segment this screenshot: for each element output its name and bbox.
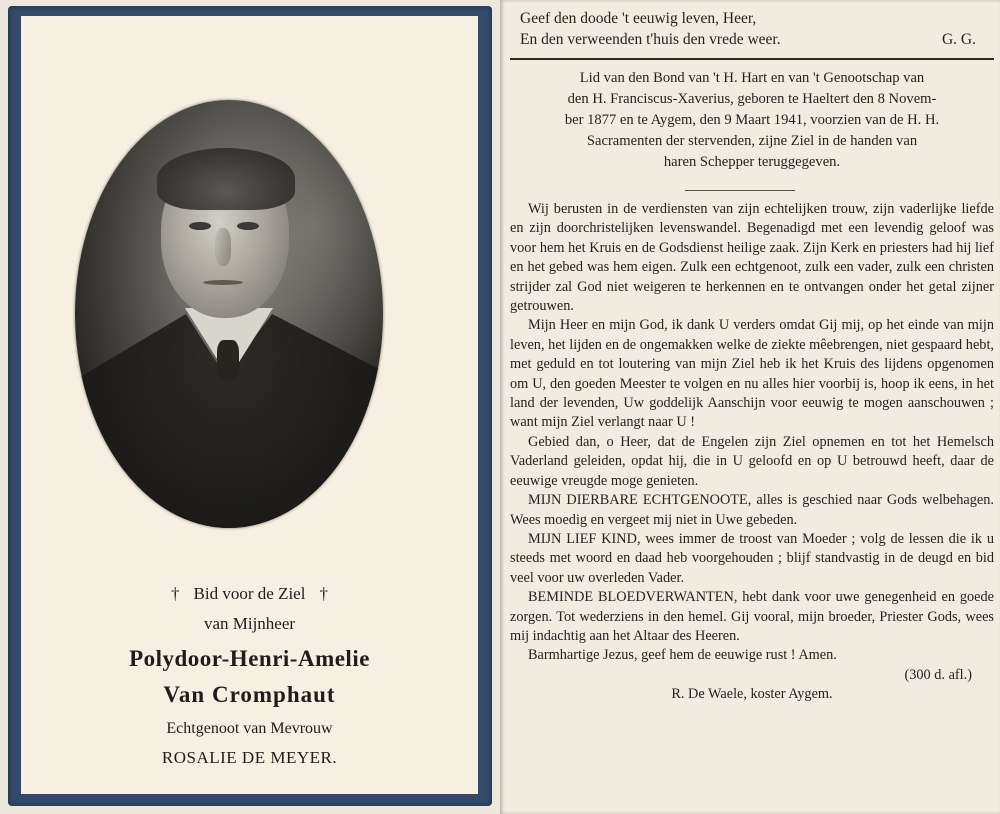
intro-line: haren Schepper teruggegeven.	[663, 154, 841, 170]
paragraph: Mijn Heer en mijn God, ik dank U verders omdat Gij mij, op het einde van mijn leven, het lijden en de ongemakken welke de ziekte mêebrengen, niet gespaard hebt, met geduld en tot loutering van mijn Ziel heb ik het Kruis des lijdens opgenomen om U, den goeden Meester te volgen en nu alles hier voorbij is, hoop ik eens, in het land der levenden, Uw goddelijk Aanschijn voor eeuwig te mogen aanschouwen ; want mijn Ziel verlangt naar U !	[510, 317, 994, 431]
intro-line: den H. Franciscus-Xaverius, geboren te Haeltert den 8 Novem-	[567, 91, 937, 107]
prayer-request-line	[21, 584, 478, 604]
verse-block	[520, 8, 990, 50]
paragraph: Wij berusten in de verdiensten van zijn echtelijken trouw, zijn vaderlijke liefde en zijn doorchristelijken levenswandel. Begenadigd met een levendig geloof was voor hem het Kruis en de Godsdienst heilige zaak. Zijn Kerk en priesters had hij lief en het gebed was hem eigen. Zulk een echtgenoot, zulk een vader, zulk een christen strijder zal God niet weigeren te herkennen en te ontvangen onder het getal zijner getrouwen.	[510, 201, 994, 315]
indulgence-note: (300 d. afl.)	[904, 666, 972, 683]
spouse-label: Echtgenoot van Mevrouw	[166, 720, 333, 737]
spouse-name: ROSALIE DE MEYER.	[161, 748, 338, 767]
cross-icon: †	[319, 584, 328, 603]
intro-line: Lid van den Bond van 't H. Hart en van 't Genootschap van	[579, 70, 925, 86]
closing-prayer: Barmhartige Jezus, geef hem de eeuwige rust ! Amen.	[528, 647, 837, 664]
verse-initials: G. G.	[941, 31, 976, 48]
paragraph: MIJN LIEF KIND, wees immer de troost van Moeder ; volg de lessen die ik u steeds met woord en daad heb voorgehouden ; blijf standvastig in de deugd en bid veel voor uw overleden Vader.	[510, 530, 994, 586]
memorial-text	[510, 200, 994, 705]
verse-line: En den verweenden t'huis den vrede weer.	[520, 31, 781, 48]
paragraph: MIJN DIERBARE ECHTGENOOTE, alles is geschied naar Gods welbehagen. Wees moedig en vergeet mij niet in Uwe gebeden.	[510, 492, 994, 528]
paragraph: Gebied dan, o Heer, dat de Engelen zijn Ziel opnemen en tot het Hemelsch Vaderland geleiden, opdat hij, die in U geloofd en op U betrouwd heeft, daar de eeuwige vreugde moge genieten.	[510, 433, 994, 489]
intro-line: Sacramenten der stervenden, zijne Ziel in de handen van	[586, 133, 918, 149]
verse-line: Geef den doode 't eeuwig leven, Heer,	[520, 10, 757, 27]
intro-line: ber 1877 en te Aygem, den 9 Maart 1941, voorzien van de H. H.	[564, 112, 940, 128]
short-divider	[685, 190, 795, 191]
memorial-card-back	[500, 0, 1000, 814]
biography-intro	[510, 68, 994, 173]
deceased-surname: Van Cromphaut	[163, 682, 336, 707]
portrait-photo	[75, 100, 383, 528]
paragraph: BEMINDE BLOEDVERWANTEN, hebt dank voor uwe genegenheid en goede zorgen. Tot wederziens in den hemel. Gij vooral, mijn broeder, Priester Gods, wees mij indachtig aan het Altaar des Heeren.	[510, 589, 994, 644]
divider-rule	[510, 58, 994, 60]
van-mijnheer: van Mijnheer	[203, 614, 296, 633]
cross-icon: †	[171, 584, 180, 603]
printer-credit: R. De Waele, koster Aygem.	[671, 686, 833, 703]
prayer-request-text: Bid voor de Ziel	[193, 584, 306, 603]
deceased-first-names: Polydoor-Henri-Amelie	[129, 646, 370, 671]
